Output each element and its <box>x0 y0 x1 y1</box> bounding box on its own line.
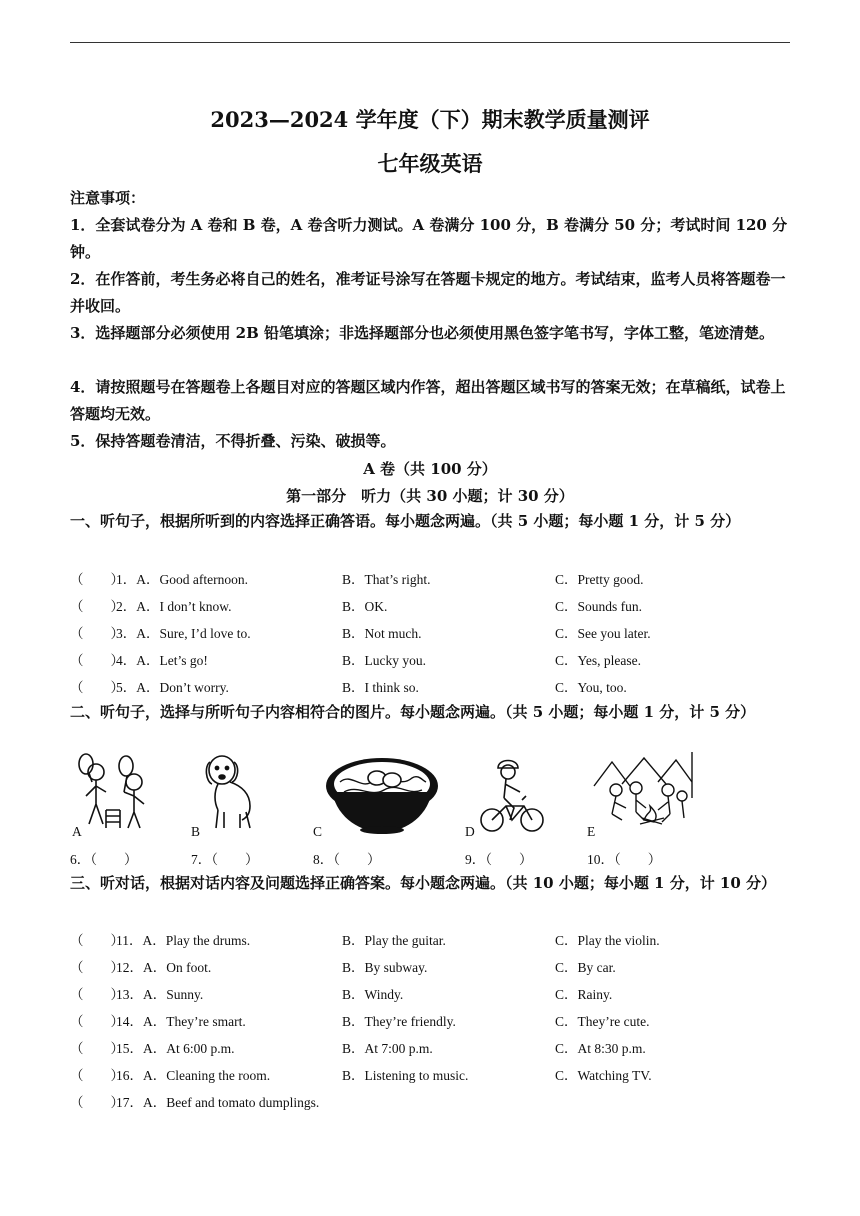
question-row <box>70 568 790 590</box>
option-b: B．They’re friendly. <box>342 1014 456 1029</box>
note-item-5: 5．保持答题卷清洁，不得折叠、污染、破损等。 <box>70 432 396 450</box>
answer-blank[interactable]: （ ） <box>70 960 124 975</box>
noodle-bowl-icon <box>322 752 442 836</box>
option-b: B．By subway. <box>342 960 428 975</box>
picture-answer-blank[interactable]: 7．（ ） <box>191 852 259 867</box>
option-b: B．Not much. <box>342 626 422 641</box>
question-row <box>70 1037 790 1059</box>
paper-a-heading: A 卷（共 100 分） <box>363 460 497 478</box>
note-item-2: 2．在作答前，考生务必将自己的姓名，准考证号涂写在答题卡规定的地方。考试结束，监考人员将答题卷一并收回。 <box>70 270 786 315</box>
question-row <box>70 622 790 644</box>
option-a: 5．A．Don’t worry. <box>116 680 229 695</box>
option-a: 4．A．Let’s go! <box>116 653 208 668</box>
answer-blank[interactable]: （ ） <box>70 572 124 587</box>
picture-answer-blank[interactable]: 6．（ ） <box>70 852 138 867</box>
option-b: B．Lucky you. <box>342 653 426 668</box>
notes-heading: 注意事项： <box>70 189 146 207</box>
answer-blank[interactable]: （ ） <box>70 1068 124 1083</box>
section3-instruction: 三、听对话，根据对话内容及问题选择正确答案。每小题念两遍。（共 10 小题；每小题 1 分，计 10 分） <box>70 874 777 892</box>
answer-blank[interactable]: （ ） <box>70 987 124 1002</box>
section1-instruction: 一、听句子，根据所听到的内容选择正确答语。每小题念两遍。（共 5 小题；每小题 1 分，计 5 分） <box>70 512 741 530</box>
option-b: B．OK. <box>342 599 388 614</box>
answer-blank[interactable]: （ ） <box>70 1041 124 1056</box>
question-row <box>70 983 790 1005</box>
tennis-players-icon <box>76 752 156 832</box>
picture-label: B <box>191 824 201 839</box>
answer-blank[interactable]: （ ） <box>70 626 124 641</box>
option-b: B．That’s right. <box>342 572 431 587</box>
option-a: 14．A．They’re smart. <box>116 1014 246 1029</box>
option-c: C．Play the violin. <box>555 933 660 948</box>
answer-blank[interactable]: （ ） <box>70 1095 124 1110</box>
option-c: C．See you later. <box>555 626 651 641</box>
option-b: B．Play the guitar. <box>342 933 446 948</box>
option-c: C．By car. <box>555 960 616 975</box>
exam-title: 2023—2024 学年度（下）期末教学质量测评 <box>210 107 650 132</box>
option-c: C．Watching TV. <box>555 1068 652 1083</box>
cyclist-icon <box>476 752 546 836</box>
option-a: 1．A．Good afternoon. <box>116 572 248 587</box>
note-item-3: 3．选择题部分必须使用 2B 铅笔填涂；非选择题部分也必须使用黑色签字笔书写，字体工整，笔迹清楚。 <box>70 324 775 342</box>
picture-answer-blank[interactable]: 9．（ ） <box>465 852 533 867</box>
picture-label: D <box>465 824 475 839</box>
picture-answer-blank[interactable]: 8．（ ） <box>313 852 381 867</box>
option-c: C．Pretty good. <box>555 572 644 587</box>
option-a: 12．A．On foot. <box>116 960 212 975</box>
option-a: 13．A．Sunny. <box>116 987 204 1002</box>
option-a: 16．A．Cleaning the room. <box>116 1068 271 1083</box>
question-row <box>70 929 790 951</box>
note-item-4: 4．请按照题号在答题卷上各题目对应的答题区域内作答，超出答题区域书写的答案无效；在草稿纸，试卷上答题均无效。 <box>70 378 786 423</box>
option-a: 2．A．I don’t know. <box>116 599 232 614</box>
answer-blank[interactable]: （ ） <box>70 653 124 668</box>
answer-blank[interactable]: （ ） <box>70 933 124 948</box>
option-a: 11．A．Play the drums. <box>116 933 251 948</box>
option-c: C．Yes, please. <box>555 653 642 668</box>
picture-label: A <box>72 824 82 839</box>
question-row <box>70 676 790 698</box>
answer-blank[interactable]: （ ） <box>70 1014 124 1029</box>
dog-icon <box>200 752 260 832</box>
answer-blank[interactable]: （ ） <box>70 680 124 695</box>
picture-label: E <box>587 824 596 839</box>
picture-label: C <box>313 824 323 839</box>
note-item-1: 1．全套试卷分为 A 卷和 B 卷，A 卷含听力测试。A 卷满分 100 分，B 卷满分 50 分；考试时间 120 分钟。 <box>70 216 788 261</box>
part1-heading: 第一部分 听力（共 30 小题；计 30 分） <box>286 487 574 505</box>
option-a: 17．A．Beef and tomato dumplings. <box>116 1095 320 1110</box>
picture-answer-blank[interactable]: 10．（ ） <box>587 852 662 867</box>
option-c: C．Sounds fun. <box>555 599 643 614</box>
campfire-tents-icon <box>592 752 696 828</box>
option-c: C．Rainy. <box>555 987 613 1002</box>
option-a: 15．A．At 6:00 p.m. <box>116 1041 235 1056</box>
option-b: B．Windy. <box>342 987 404 1002</box>
option-b: B．I think so. <box>342 680 419 695</box>
option-b: B．At 7:00 p.m. <box>342 1041 433 1056</box>
option-c: C．At 8:30 p.m. <box>555 1041 646 1056</box>
option-a: 3．A．Sure, I’d love to. <box>116 626 251 641</box>
question-row <box>70 1091 790 1113</box>
section2-instruction: 二、听句子，选择与所听句子内容相符合的图片。每小题念两遍。（共 5 小题；每小题 1 分，计 5 分） <box>70 703 756 721</box>
option-c: C．They’re cute. <box>555 1014 650 1029</box>
option-c: C．You, too. <box>555 680 627 695</box>
question-row <box>70 1010 790 1032</box>
question-row <box>70 595 790 617</box>
header-rule <box>70 42 790 43</box>
exam-subtitle: 七年级英语 <box>377 151 483 176</box>
question-row <box>70 1064 790 1086</box>
question-row <box>70 956 790 978</box>
question-row <box>70 649 790 671</box>
option-b: B．Listening to music. <box>342 1068 469 1083</box>
answer-blank[interactable]: （ ） <box>70 599 124 614</box>
